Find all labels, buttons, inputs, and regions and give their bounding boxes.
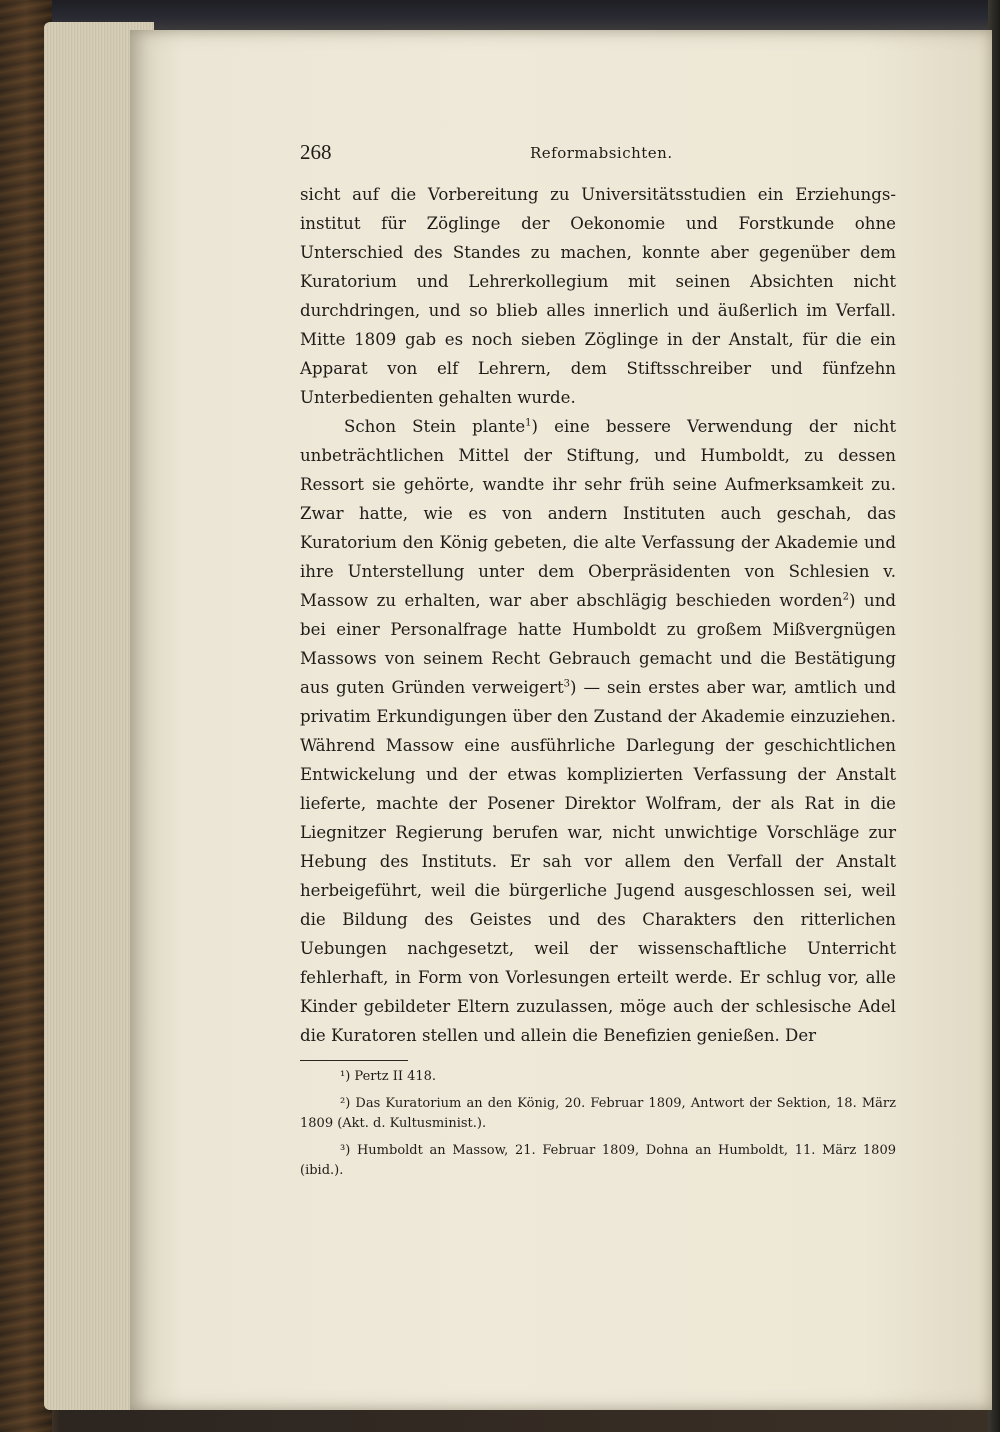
- footnote-3: ³) Humboldt an Massow, 21. Februar 1809, Dohna an Humboldt, 11. März 1809 (ibid.).: [300, 1143, 896, 1178]
- text-block: [300, 140, 896, 1188]
- paragraph-2-part-a: Schon Stein plante: [344, 417, 526, 436]
- running-head: Reformabsichten.: [530, 144, 673, 162]
- paragraph-2-part-c: ) und bei einer Personalfrage hatte Humboldt zu großem Mißvergnügen Massows von seinem Recht Gebrauch gemacht und die Bestätigung aus guten Gründen verweigert: [300, 591, 897, 697]
- footnotes: [300, 1067, 896, 1181]
- paragraph-1: sicht auf die Vorbereitung zu Universitätsstudien ein Erziehungs-institut für Zöglinge der Oekonomie und Forstkunde ohne Unterschied des Standes zu machen, konnte aber gegenüber dem Kuratorium und Lehrerkollegium mit seinen Absichten nicht durchdringen, und so blieb alles innerlich und äußerlich im Verfall. Mitte 1809 gab es noch sieben Zöglinge in der Anstalt, für die ein Apparat von elf Lehrern, dem Stiftsschreiber und fünfzehn Unterbedienten gehalten wurde.: [300, 185, 896, 407]
- paragraph-2: [300, 412, 896, 1050]
- body-text: [300, 180, 896, 1050]
- page-number: 268: [300, 140, 332, 164]
- paragraph-2-part-d: ) — sein erstes aber war, amtlich und privatim Erkundigungen über den Zustand der Akademie einzuziehen. Während Massow eine ausführliche Darlegung der geschichtlichen Entwickelung und der etwas komplizierten Verfassung der Anstalt lieferte, machte der Posener Direktor Wolfram, der als Rat in die Liegnitzer Regierung berufen war, nicht unwichtige Vorschläge zur Hebung des Instituts. Er sah vor allem den Verfall der Anstalt herbeigeführt, weil die bürgerliche Jugend ausgeschlossen sei, weil die Bildung des Geistes und des Charakters den ritterlichen Uebungen nachgesetzt, weil der wissenschaftliche Unterricht fehlerhaft, in Form von Vorlesungen erteilt werde. Er schlug vor, alle Kinder gebildeter Eltern zuzulassen, möge auch der schlesische Adel die Kuratoren stellen und allein die Benefizien genießen. Der: [300, 678, 896, 1045]
- footnote-1: ¹) Pertz II 418.: [340, 1069, 437, 1084]
- footnote-ref-2: 2: [842, 591, 850, 603]
- footnote-ref-1: 1: [525, 417, 532, 429]
- paragraph-2-part-b: ) eine bessere Verwendung der nicht unbeträchtlichen Mittel der Stiftung, und Humboldt, zu dessen Ressort sie gehörte, wandte ihr sehr früh seine Aufmerksamkeit zu. Zwar hatte, wie es von andern Instituten auch geschah, das Kuratorium den König gebeten, die alte Verfassung der Akademie und ihre Unterstellung unter dem Oberpräsidenten von Schlesien v. Massow zu erhalten, war aber abschlägig beschieden worden: [300, 417, 896, 610]
- footnote-2: ²) Das Kuratorium an den König, 20. Februar 1809, Antwort der Sektion, 18. März 1809 (Akt. d. Kultusminist.).: [300, 1096, 896, 1131]
- footnote-rule: [300, 1060, 408, 1061]
- page-header: [300, 140, 896, 172]
- footnote-ref-3: 3: [563, 678, 571, 690]
